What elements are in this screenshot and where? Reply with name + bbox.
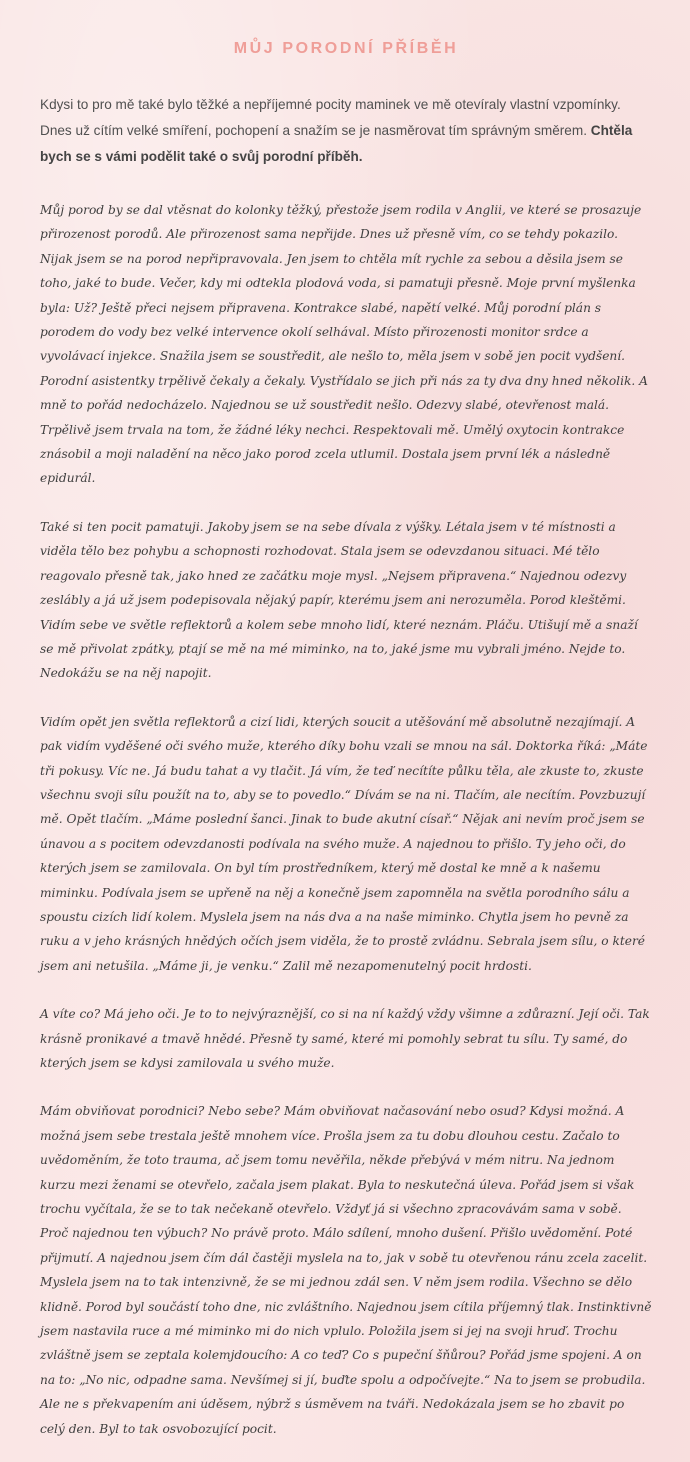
story-paragraph-1: Můj porod by se dal vtěsnat do kolonky těžký, přestože jsem rodila v Anglii, ve které se prosazuje přirozenost porodů. Ale přirozenost sama nepřijde. Dnes už přesně vím, co se tehdy pokazilo. Nijak jsem se na porod nepřipravovala. Jen jsem to chtěla mít rychle za sebou a děsila jsem se toho, jaké to bude. Večer, kdy mi odtekla plodová voda, si pamatuji přesně. Moje první myšlenka byla: Už? Ještě přeci nejsem připravena. Kontrakce slabé, napětí velké. Můj porodní plán s porodem do vody bez velké intervence okolí selhával. Místo přirozenosti monitor srdce a vyvolávací injekce. Snažila jsem se soustředit, ale nešlo to, měla jsem v sobě jen pocit vydšení. Porodní asistentky trpělivě čekaly a čekaly. Vystřídalo se jich při nás za ty dva dny hned několik. A mně to pořád nedocházelo. Najednou se už soustředit nešlo. Odezvy slabé, otevřenost malá. Trpělivě jsem trvala na tom, že žádné léky nechci. Respektovali mě. Umělý oxytocin kontrakce znásobil a moji naladění na něco jako porod zcela utlumil. Dostala jsem první lék a následně epidurál. — [40, 203, 648, 486]
story-paragraph-4: A víte co? Má jeho oči. Je to to nejvýraznější, co si na ní každý vždy všimne a zdůrazní. Její oči. Tak krásně pronikavé a tmavě hnědé. Přesně ty samé, které mi pomohly sebrat tu sílu. Ty samé, do kterých jsem se kdysi zamilovala u svého muže. — [40, 1007, 650, 1070]
story-paragraph-3: Vidím opět jen světla reflektorů a cizí lidi, kterých soucit a utěšování mě absolutně nezajímají. A pak vidím vyděšené oči svého muže, kterého díky bohu vzali se mnou na sál. Doktorka říká: „Máte tři pokusy. Víc ne. Já budu tahat a vy tlačit. Já vím, že teď necítíte půlku těla, ale zkuste to, zkuste všechnu svoji sílu použít na to, aby se to povedlo.“ Dívám se na ni. Tlačím, ale necítím. Povzbuzují mě. Opět tlačím. „Máme poslední šanci. Jinak to bude akutní císař.“ Nějak ani nevím proč jsem se únavou a s pocitem odevzdanosti podívala na svého muže. A najednou to přišlo. Ty jeho oči, do kterých jsem se zamilovala. On byl tím prostředníkem, který mě dostal ke mně a k našemu miminku. Podívala jsem se upřeně na něj a konečně jsem zapomněla na světla porodního sálu a spoustu cizích lidí kolem. Myslela jsem na nás dva a na naše miminko. Chytla jsem ho pevně za ruku a v jeho krásných hnědých očích jsem viděla, že to prostě zvládnu. Sebrala jsem sílu, o které jsem ani netušila. „Máme ji, je venku.“ Zalil mě nezapomenutelný pocit hrdosti. — [40, 714, 648, 973]
story-paragraph-2: Také si ten pocit pamatuji. Jakoby jsem se na sebe dívala z výšky. Létala jsem v té místnosti a viděla tělo bez pohybu a schopnosti rozhodovat. Stala jsem se odevzdanou situaci. Mé tělo reagovalo přesně tak, jako hned ze začátku moje mysl. „Nejsem připravena.“ Najednou odezvy zeslábly a já už jsem podepisovala nějaký papír, kterému jsem ani nerozuměla. Porod kleštěmi. Vidím sebe ve světle reflektorů a kolem sebe mnoho lidí, které neznám. Pláču. Utišují mě a snaží se mě přivolat zpátky, ptají se mě na mé miminko, na to, jaké jsme mu vybrali jméno. Nejde to. Nedokážu se na něj napojit. — [40, 519, 638, 681]
intro-text: Kdysi to pro mě také bylo těžké a nepříjemné pocity maminek ve mě otevíraly vlastní vzpomínky. Dnes už cítím velké smíření, pochopení a snažím se je nasměrovat tím správným směrem. — [40, 97, 621, 138]
page-title: MŮJ PORODNÍ PŘÍBĚH — [233, 40, 459, 57]
intro-paragraph — [40, 92, 652, 170]
intro-bold-text: Chtěla bych se s vámi podělit také o svůj porodní příběh. — [40, 123, 633, 164]
story-paragraph-5: Mám obviňovat porodnici? Nebo sebe? Mám obviňovat načasování nebo osud? Kdysi možná. A možná jsem sebe trestala ještě mnohem více. Prošla jsem za tu dobu dlouhou cestu. Začalo to uvědoměním, že toto trauma, ač jsem tomu nevěřila, někde přebývá v mém nitru. Na jednom kurzu mezi ženami se otevřelo, začala jsem plakat. Byla to neskutečná úleva. Pořád jsem si však trochu vyčítala, že se to tak nečekaně otevřelo. Vždyť já si všechno zpracovávám sama v sobě. Proč najednou ten výbuch? No právě proto. Málo sdílení, mnoho dušení. Přišlo uvědomění. Poté přijmutí. A najednou jsem čím dál častěji myslela na to, jak v sobě tu otevřenou ránu zcela zacelit. Myslela jsem na to tak intenzivně, že se mi jednou zdál sen. V něm jsem rodila. Všechno se dělo klidně. Porod byl součástí toho dne, nic zvláštního. Najednou jsem cítila příjemný tlak. Instinktivně jsem nastavila ruce a mé miminko mi do nich vplulo. Položila jsem si jej na svoji hruď. Trochu zvláštně jsem se zeptala kolemjdoucího: A co teď? Co s pupeční šňůrou? Pořád jsme spojeni. A on na to: „No nic, odpadne sama. Nevšímej si jí, buďte spolu a odpočívejte.“ Na to jsem se probudila. Ale ne s překvapením ani úděsem, nýbrž s úsměvem na tváři. Nedokázala jsem se ho zbavit po celý den. Byl to tak osvobozující pocit. — [40, 1104, 652, 1436]
